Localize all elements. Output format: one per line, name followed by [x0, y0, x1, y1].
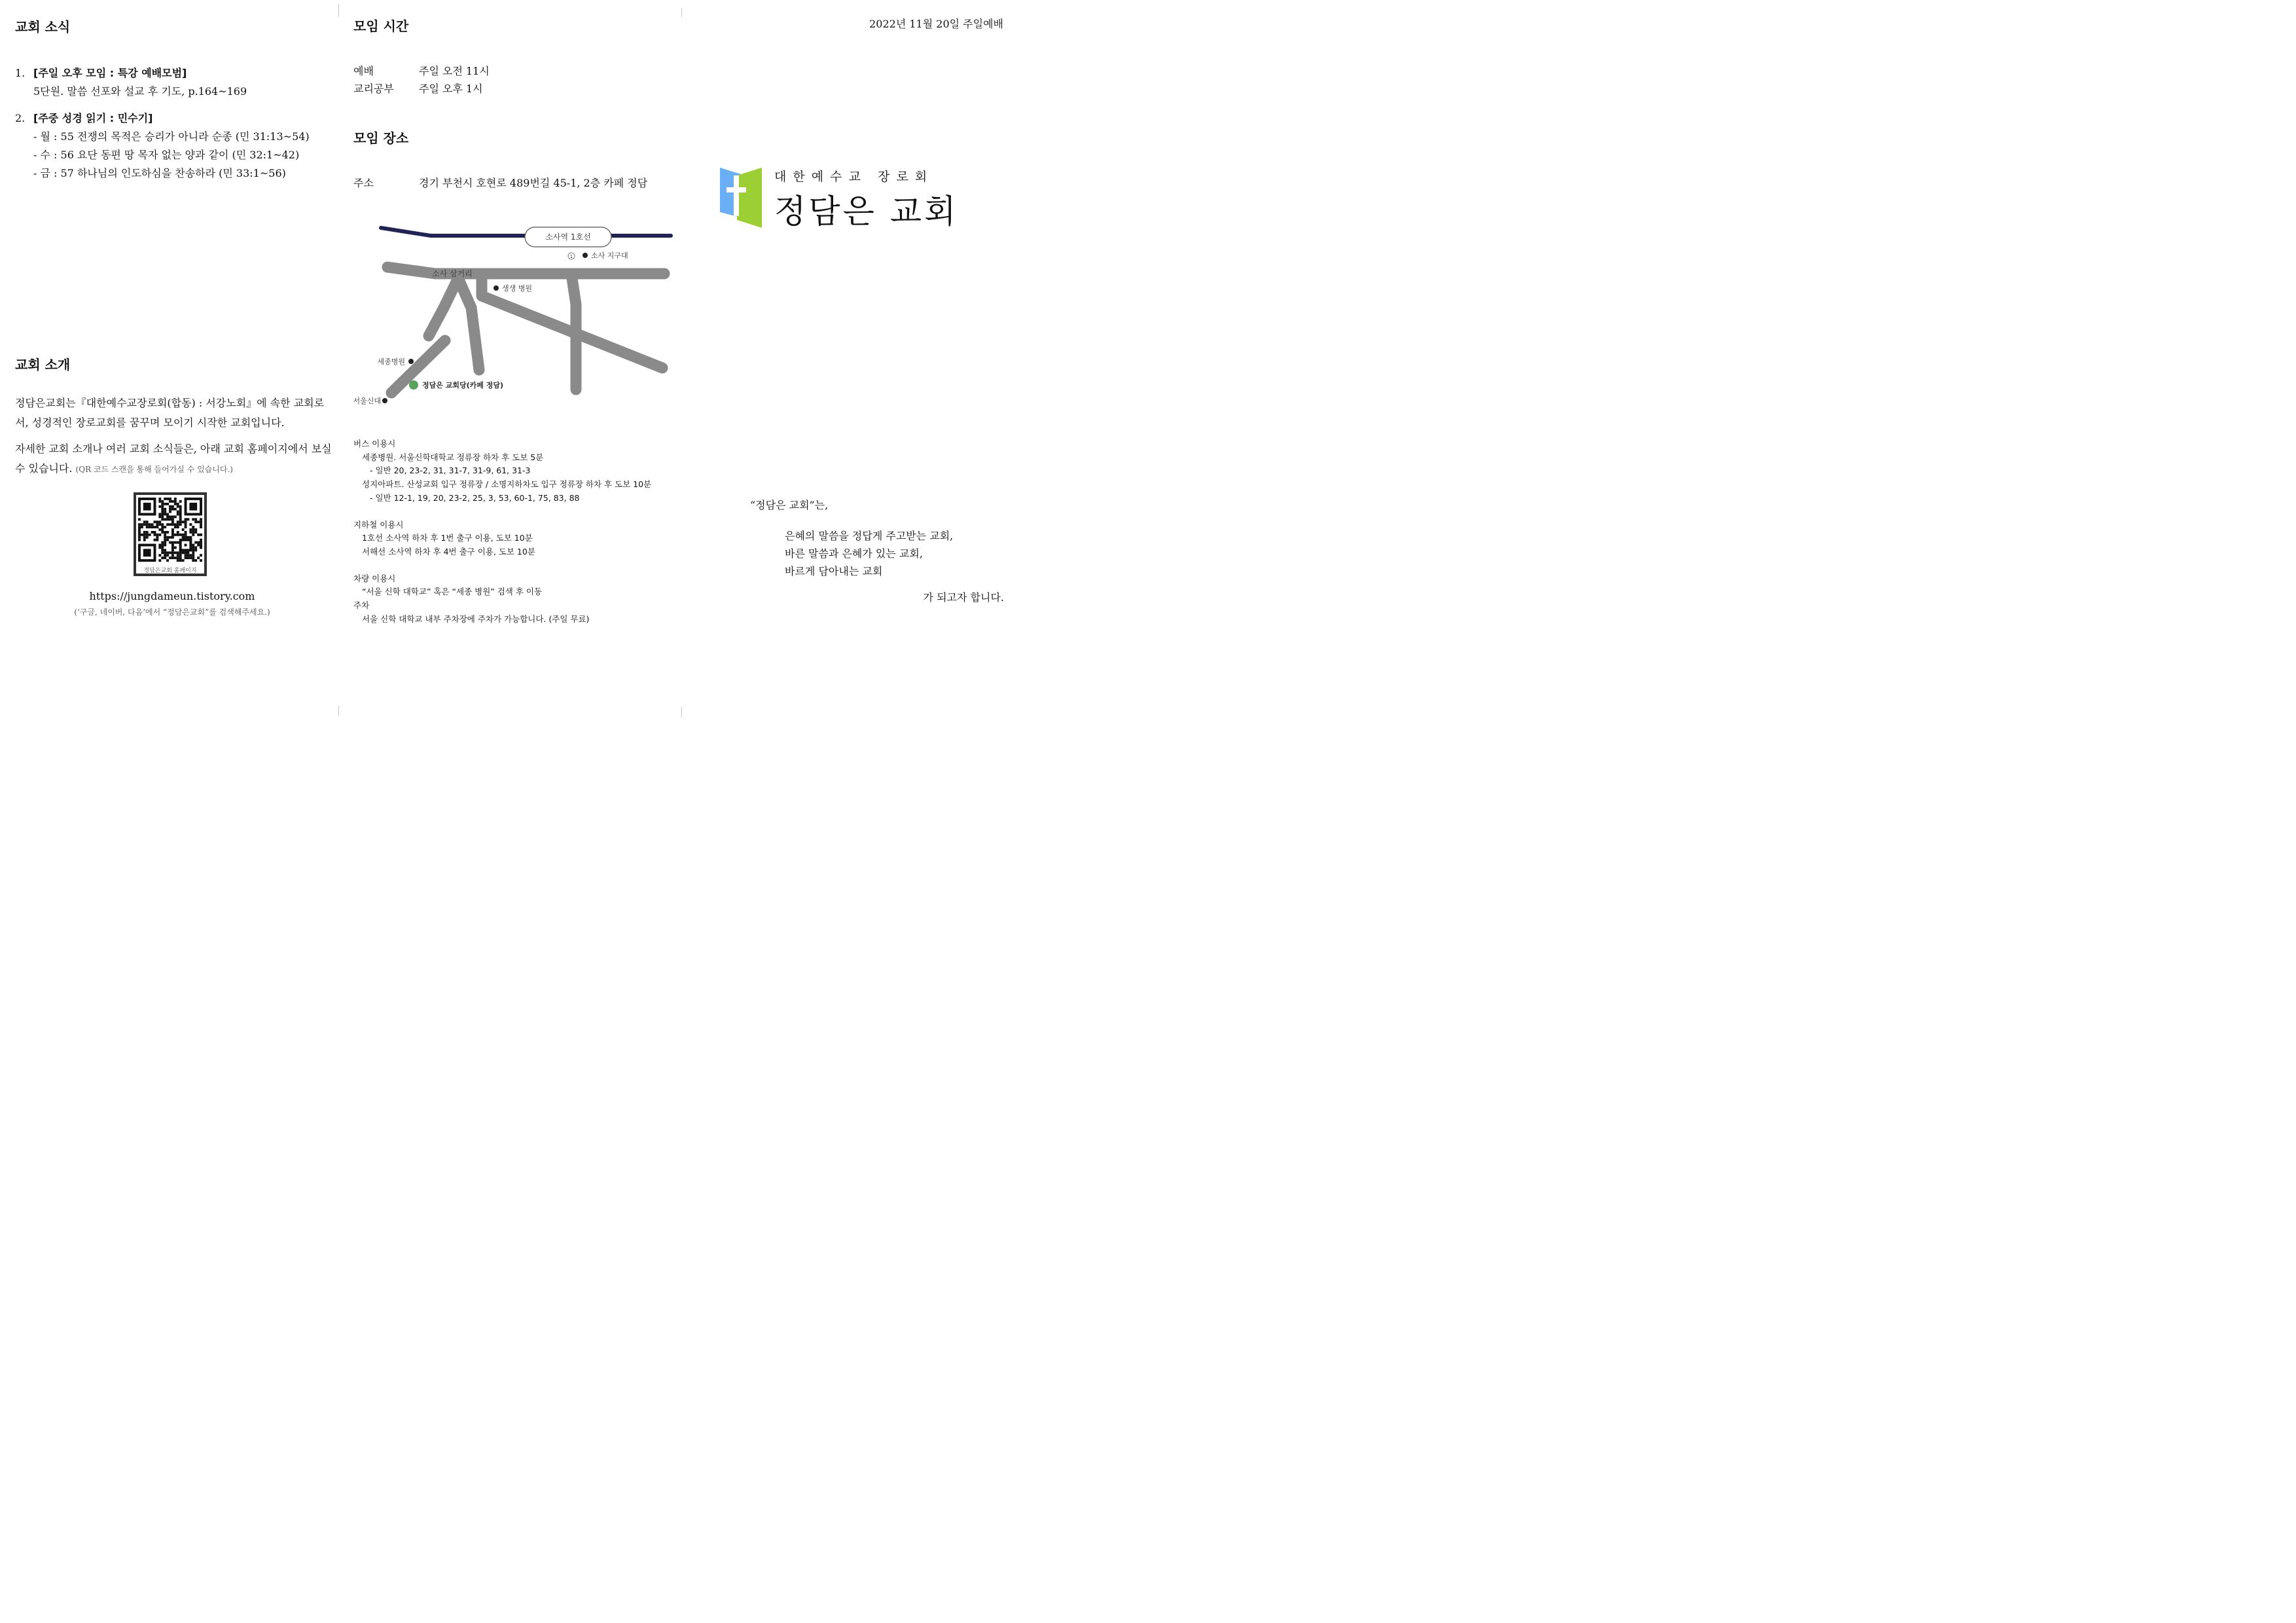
road-left-branch — [429, 278, 458, 336]
car-title: 차량 이용시 — [353, 573, 396, 583]
service-date: 2022년 11월 20일 주일예배 — [869, 18, 1003, 30]
fold-mark-bottom-left — [338, 706, 339, 716]
fold-mark-bottom-right — [681, 707, 682, 718]
news-item-number: 1. — [15, 67, 26, 79]
motto-line: 은혜의 말씀을 정답게 주고받는 교회, — [785, 530, 954, 542]
subway-line: 1호선 소사역 하차 후 1번 출구 이용, 도보 10분 — [362, 533, 533, 543]
search-hint: (‘구글, 네이버, 다음’에서 “정담은교회”를 검색해주세요.) — [74, 608, 270, 617]
logo-cross-vertical — [734, 175, 739, 216]
church-name: 정담은 교회 — [774, 192, 959, 230]
time-value: 주일 오후 1시 — [419, 82, 483, 95]
news-item-line: 5단원. 말씀 선포와 설교 후 기도, p.164~169 — [33, 85, 247, 98]
road-curve — [458, 278, 479, 370]
bus-title: 버스 이용시 — [353, 439, 396, 448]
news-item-line: - 수 : 56 요단 동편 땅 목자 없는 양과 같이 (민 32:1~42) — [33, 149, 300, 161]
news-item — [15, 109, 336, 183]
news-title: 교회 소식 — [15, 19, 71, 35]
hospital-marker — [493, 285, 499, 291]
news-list — [15, 64, 336, 191]
location-map — [347, 216, 681, 412]
time-table — [353, 62, 490, 98]
church-logo-icon — [719, 166, 763, 229]
time-value: 주일 오전 11시 — [419, 65, 490, 77]
time-label: 예배 — [353, 65, 374, 77]
time-row — [353, 62, 490, 80]
church-label: 정담은 교회당(카페 정담) — [422, 381, 503, 390]
transport-info — [353, 437, 651, 626]
news-item-title: [주중 성경 읽기 : 민수기] — [33, 112, 153, 124]
bus-routes: - 일반 20, 23-2, 31, 31-7, 31-9, 61, 31-3 — [370, 465, 531, 476]
news-item-line: - 월 : 55 전쟁의 목적은 승리가 아니라 순종 (민 31:13~54) — [33, 130, 310, 143]
time-row — [353, 80, 490, 98]
place-title: 모임 장소 — [353, 130, 409, 146]
car-info: “서울 신학 대학교” 혹은 “세종 병원” 검색 후 이동 — [362, 587, 543, 597]
time-label: 교리공부 — [353, 82, 394, 95]
bus-stop: 세종병원. 서울신학대학교 정류장 하차 후 도보 5분 — [362, 452, 544, 462]
exit-number: 1 — [569, 254, 573, 259]
parking-title: 주차 — [353, 600, 370, 611]
address-row — [353, 174, 647, 192]
intro-paragraph-main: 자세한 교회 소개나 여러 교회 소식들은, 아래 교회 홈페이지에서 보실 수 있습니다. — [15, 443, 332, 475]
news-item-number: 2. — [15, 112, 26, 124]
road-main — [387, 267, 664, 274]
motto-line: 바른 말씀과 은혜가 있는 교회, — [785, 547, 923, 560]
address-label: 주소 — [353, 177, 374, 189]
road-right — [572, 278, 576, 390]
seminary-marker — [382, 398, 387, 403]
samgeori-label: 소사 삼거리 — [432, 269, 473, 278]
fold-mark-top-left — [338, 4, 339, 17]
motto-end: 가 되고자 합니다. — [923, 591, 1004, 604]
bus-routes: - 일반 12-1, 19, 20, 23-2, 25, 3, 53, 60-1, 75, 83, 88 — [370, 492, 580, 503]
subway-line: 서해선 소사역 하차 후 4번 출구 이용, 도보 10분 — [362, 546, 535, 556]
hospital-label: 생생 병원 — [502, 284, 533, 293]
time-title: 모임 시간 — [353, 18, 409, 34]
intro-paragraph: 정담은교회는『대한예수교장로회(합동) : 서강노회』에 속한 교회로서, 성경적인 장로교회를 꿈꾸며 모이기 시작한 교회입니다. — [15, 397, 325, 429]
sejong-label: 세종병원 — [377, 357, 405, 366]
news-item-line: - 금 : 57 하나님의 인도하심을 찬송하라 (민 33:1~56) — [33, 167, 286, 179]
seminary-label: 서울신대 — [353, 397, 381, 405]
motto-line: 바르게 담아내는 교회 — [785, 565, 883, 577]
news-item — [15, 64, 336, 101]
intro-title: 교회 소개 — [15, 357, 71, 373]
logo-cross-horizontal — [726, 187, 746, 192]
intro-text — [15, 393, 332, 486]
parking-info: 서울 신학 대학교 내부 주차장에 주차가 가능합니다. (주일 무료) — [362, 613, 590, 624]
qr-hint-note: (QR 코드 스캔을 통해 들어가실 수 있습니다.) — [75, 465, 233, 474]
subway-title: 지하철 이용시 — [353, 519, 404, 530]
qr-caption: 정담은교회 홈페이지 — [143, 568, 197, 574]
qr-code-icon — [136, 498, 204, 562]
bus-stop: 성지아파트. 산성교회 입구 정류장 / 소명지하차도 입구 정류장 하차 후 도보 10분 — [362, 479, 652, 490]
news-item-title: [주일 오후 모임 : 특강 예배모범] — [33, 67, 187, 79]
logo-green-panel — [737, 168, 762, 228]
qr-code-frame[interactable] — [134, 492, 207, 576]
homepage-link[interactable]: https://jungdameun.tistory.com — [89, 590, 255, 602]
church-marker — [409, 380, 418, 390]
denomination-name: 대 한 예 수 교 장 로 회 — [774, 170, 929, 184]
sejong-marker — [408, 359, 414, 364]
station-label: 소사역 1호선 — [545, 232, 591, 242]
fold-mark-top-right — [681, 8, 682, 17]
motto-lines — [785, 527, 953, 580]
address-value: 경기 부천시 호현로 489번길 45-1, 2층 카페 정담 — [419, 177, 648, 189]
jigudae-marker — [583, 253, 588, 258]
motto-title: “정담은 교회”는, — [750, 499, 829, 511]
intro-paragraph — [15, 439, 332, 479]
jigudae-label: 소사 지구대 — [591, 251, 628, 260]
